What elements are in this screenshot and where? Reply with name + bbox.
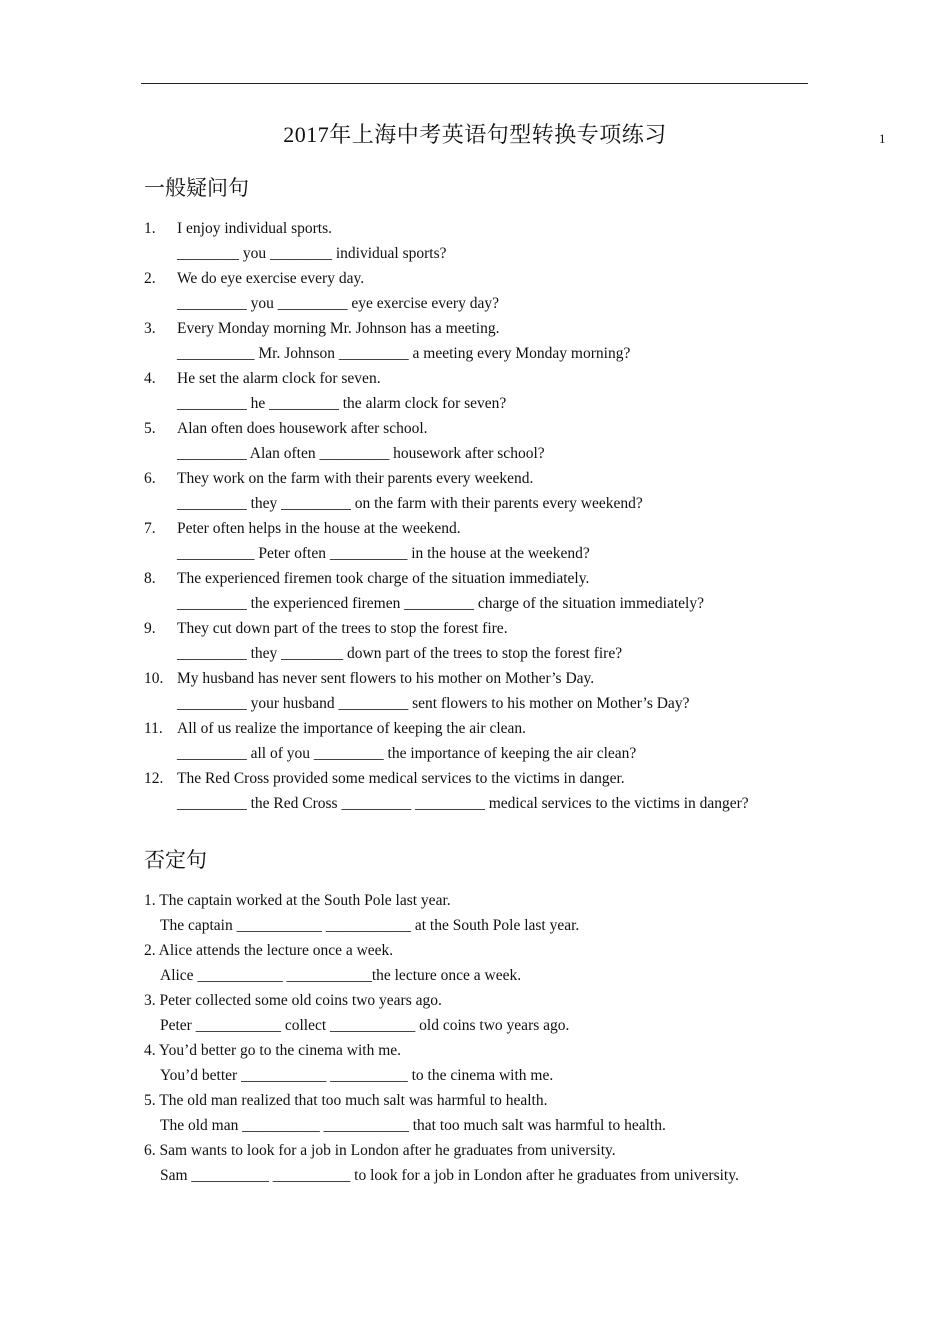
original-sentence: We do eye exercise every day.: [177, 270, 365, 287]
original-sentence: Alan often does housework after school.: [177, 420, 428, 437]
exercise-item: [144, 516, 844, 566]
answer-template: _________ they ________ down part of the trees to stop the forest fire?: [177, 645, 623, 662]
exercise-item: [144, 1138, 844, 1188]
item-number: 3.: [144, 320, 156, 337]
exercise-item: [144, 416, 844, 466]
exercise-item: [144, 766, 844, 816]
item-number: 1.: [144, 220, 156, 237]
item-number: 6.: [144, 470, 156, 487]
original-sentence: Peter often helps in the house at the weekend.: [177, 520, 461, 537]
section-heading-general-questions: 一般疑问句: [144, 176, 249, 200]
answer-template: _________ Alan often _________ housework after school?: [177, 445, 545, 462]
original-sentence: He set the alarm clock for seven.: [177, 370, 381, 387]
original-sentence: My husband has never sent flowers to his mother on Mother’s Day.: [177, 670, 595, 687]
answer-template: The old man __________ ___________ that too much salt was harmful to health.: [160, 1117, 666, 1134]
exercise-item: [144, 1088, 844, 1138]
original-sentence: They cut down part of the trees to stop the forest fire.: [177, 620, 508, 637]
answer-template: You’d better ___________ __________ to the cinema with me.: [160, 1067, 554, 1084]
item-number: 7.: [144, 520, 156, 537]
answer-template: _________ the experienced firemen _________ charge of the situation immediately?: [177, 595, 704, 612]
original-sentence: Every Monday morning Mr. Johnson has a meeting.: [177, 320, 500, 337]
exercise-item: [144, 1038, 844, 1088]
item-number: 11.: [144, 720, 163, 737]
answer-template: _________ he _________ the alarm clock for seven?: [177, 395, 507, 412]
exercise-item: [144, 316, 844, 366]
exercise-item: [144, 666, 844, 716]
exercise-item: [144, 566, 844, 616]
answer-template: _________ you _________ eye exercise every day?: [177, 295, 499, 312]
exercise-item: [144, 888, 844, 938]
item-number: 2.: [144, 270, 156, 287]
answer-template: ________ you ________ individual sports?: [177, 245, 447, 262]
general-questions-list: [144, 216, 844, 816]
answer-template: Peter ___________ collect ___________ old coins two years ago.: [160, 1017, 570, 1034]
original-sentence: 5. The old man realized that too much salt was harmful to health.: [144, 1092, 548, 1109]
exercise-item: [144, 988, 844, 1038]
page-number: 1: [879, 131, 886, 146]
section-heading-negative-sentences: 否定句: [144, 848, 207, 872]
original-sentence: The experienced firemen took charge of the situation immediately.: [177, 570, 590, 587]
original-sentence: 3. Peter collected some old coins two years ago.: [144, 992, 442, 1009]
original-sentence: All of us realize the importance of keeping the air clean.: [177, 720, 527, 737]
exercise-item: [144, 216, 844, 266]
item-number: 8.: [144, 570, 156, 587]
answer-template: _________ all of you _________ the importance of keeping the air clean?: [177, 745, 637, 762]
exercise-item: [144, 466, 844, 516]
answer-template: Alice ___________ ___________the lecture once a week.: [160, 967, 522, 984]
exercise-item: [144, 616, 844, 666]
answer-template: Sam __________ __________ to look for a job in London after he graduates from university.: [160, 1167, 739, 1184]
header-rule: [141, 83, 808, 84]
item-number: 5.: [144, 420, 156, 437]
item-number: 4.: [144, 370, 156, 387]
original-sentence: 4. You’d better go to the cinema with me.: [144, 1042, 401, 1059]
original-sentence: 6. Sam wants to look for a job in London after he graduates from university.: [144, 1142, 616, 1159]
negative-sentences-list: [144, 888, 844, 1188]
item-number: 9.: [144, 620, 156, 637]
exercise-item: [144, 366, 844, 416]
original-sentence: I enjoy individual sports.: [177, 220, 332, 237]
page-title: 2017年上海中考英语句型转换专项练习: [283, 122, 667, 147]
exercise-item: [144, 266, 844, 316]
original-sentence: The Red Cross provided some medical services to the victims in danger.: [177, 770, 625, 787]
answer-template: _________ they _________ on the farm with their parents every weekend?: [177, 495, 643, 512]
item-number: 12.: [144, 770, 164, 787]
original-sentence: They work on the farm with their parents every weekend.: [177, 470, 534, 487]
original-sentence: 1. The captain worked at the South Pole last year.: [144, 892, 451, 909]
answer-template: _________ your husband _________ sent flowers to his mother on Mother’s Day?: [177, 695, 690, 712]
original-sentence: 2. Alice attends the lecture once a week.: [144, 942, 394, 959]
exercise-item: [144, 716, 844, 766]
answer-template: __________ Mr. Johnson _________ a meeting every Monday morning?: [177, 345, 631, 362]
answer-template: The captain ___________ ___________ at the South Pole last year.: [160, 917, 580, 934]
answer-template: _________ the Red Cross _________ _________ medical services to the victims in danger?: [177, 795, 749, 812]
exercise-item: [144, 938, 844, 988]
answer-template: __________ Peter often __________ in the house at the weekend?: [177, 545, 590, 562]
item-number: 10.: [144, 670, 164, 687]
